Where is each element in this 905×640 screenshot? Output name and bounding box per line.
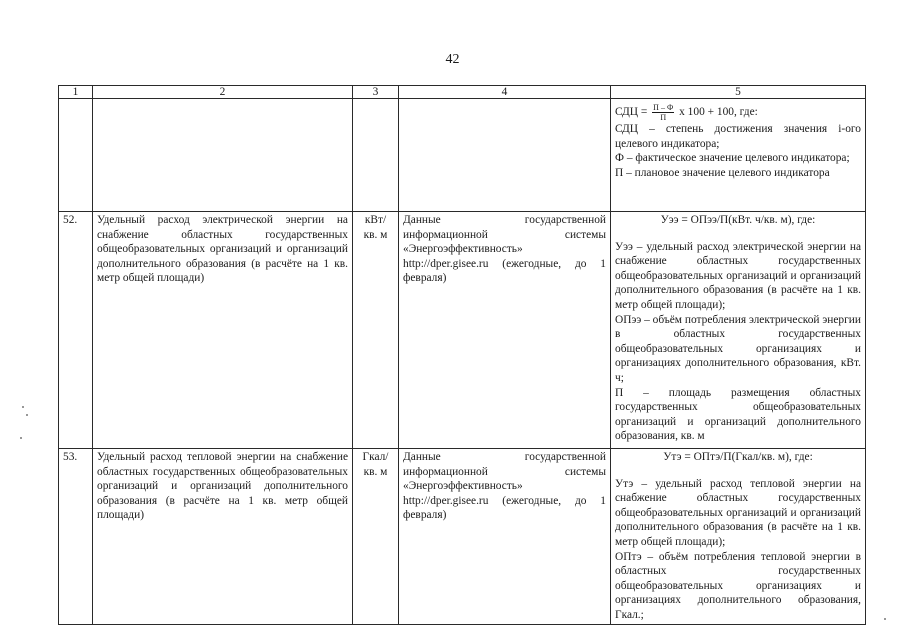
row-number: 53.: [59, 449, 93, 625]
method-cell: [611, 449, 866, 625]
page-number: 42: [445, 52, 460, 67]
empty-cell: [399, 99, 611, 212]
column-number-5: 5: [611, 86, 866, 99]
empty-cell: [59, 99, 93, 212]
unit-cell: [353, 449, 399, 625]
unit-line: кв. м: [363, 465, 388, 478]
formula: Уээ = ОПээ/П(кВт. ч/кв. м), где:: [660, 214, 816, 226]
row-number: 52.: [59, 212, 93, 449]
unit-line: Гкал/: [362, 451, 389, 463]
unit-line: кВт/: [364, 214, 387, 226]
spacer: [615, 465, 861, 477]
table-row-continuation: [59, 99, 866, 212]
sdc-formula: [615, 103, 861, 122]
formula-right: x 100 + 100, где:: [679, 106, 758, 119]
scan-speck: [20, 437, 22, 439]
data-source: Данные государственной информационной системы «Энергоэффективность» http://dper.gisee.ru (ежегодные, до 1 февраля): [399, 449, 611, 625]
definition-line: СДЦ – степень достижения значения i-ого целевого индикатора;: [615, 123, 861, 150]
column-number-2: 2: [93, 86, 353, 99]
column-number-1: 1: [59, 86, 93, 99]
fraction-denominator: П: [660, 113, 667, 122]
method-cell: [611, 212, 866, 449]
definition-line: Уээ – удельный расход электрической энергии на снабжение областных государственных общеобразовательных организаций и организаций дополнительного образования (в расчёте на 1 кв. метр общей площади);: [615, 240, 861, 311]
unit-cell: [353, 212, 399, 449]
scan-speck: [22, 406, 24, 408]
table-row-52: [59, 212, 866, 449]
scan-speck: [26, 414, 28, 416]
column-number-header-row: [59, 86, 866, 99]
method-cell: [611, 99, 866, 212]
formula: Утэ = ОПтэ/П(Гкал/кв. м), где:: [663, 451, 813, 463]
definition-line: Ф – фактическое значение целевого индикатора;: [615, 152, 850, 165]
definition-line: ОПээ – объём потребления электрической энергии в областных государственных общеобразовательных организациях и организациях дополнительного образования, кВт. ч;: [615, 313, 861, 384]
empty-cell: [93, 99, 353, 212]
table-row-53: [59, 449, 866, 625]
definition-line: ОПтэ – объём потребления тепловой энергии в областных государственных общеобразовательных организациях и организациях дополнительного образования, Гкал.;: [615, 550, 861, 621]
column-number-4: 4: [399, 86, 611, 99]
spacer: [615, 228, 861, 240]
data-source: Данные государственной информационной системы «Энергоэффективность» http://dper.gisee.ru (ежегодные, до 1 февраля): [399, 212, 611, 449]
scan-speck: [884, 618, 886, 620]
fraction: [652, 103, 674, 122]
indicator-table: [58, 85, 866, 625]
empty-cell: [353, 99, 399, 212]
fraction-numerator: П – Ф: [653, 103, 674, 112]
formula-left: СДЦ =: [615, 106, 648, 119]
definition-line: П – плановое значение целевого индикатора: [615, 166, 830, 179]
unit-line: кв. м: [363, 228, 388, 241]
indicator-name: Удельный расход электрической энергии на снабжение областных государственных общеобразовательных организаций и организаций дополнительного образования (в расчёте на 1 кв. метр общей площади): [93, 212, 353, 449]
column-number-3: 3: [353, 86, 399, 99]
definition-line: П – площадь размещения областных государственных общеобразовательных организаций и организаций дополнительного образования, кв. м: [615, 386, 861, 443]
indicator-name: Удельный расход тепловой энергии на снабжение областных государственных общеобразовательных организаций и организаций дополнительного образования (в расчёте на 1 кв. метр общей площади): [93, 449, 353, 625]
definition-line: Утэ – удельный расход тепловой энергии на снабжение областных государственных общеобразовательных организаций и организаций дополнительного образования (в расчёте на 1 кв. метр общей площади);: [615, 477, 861, 548]
